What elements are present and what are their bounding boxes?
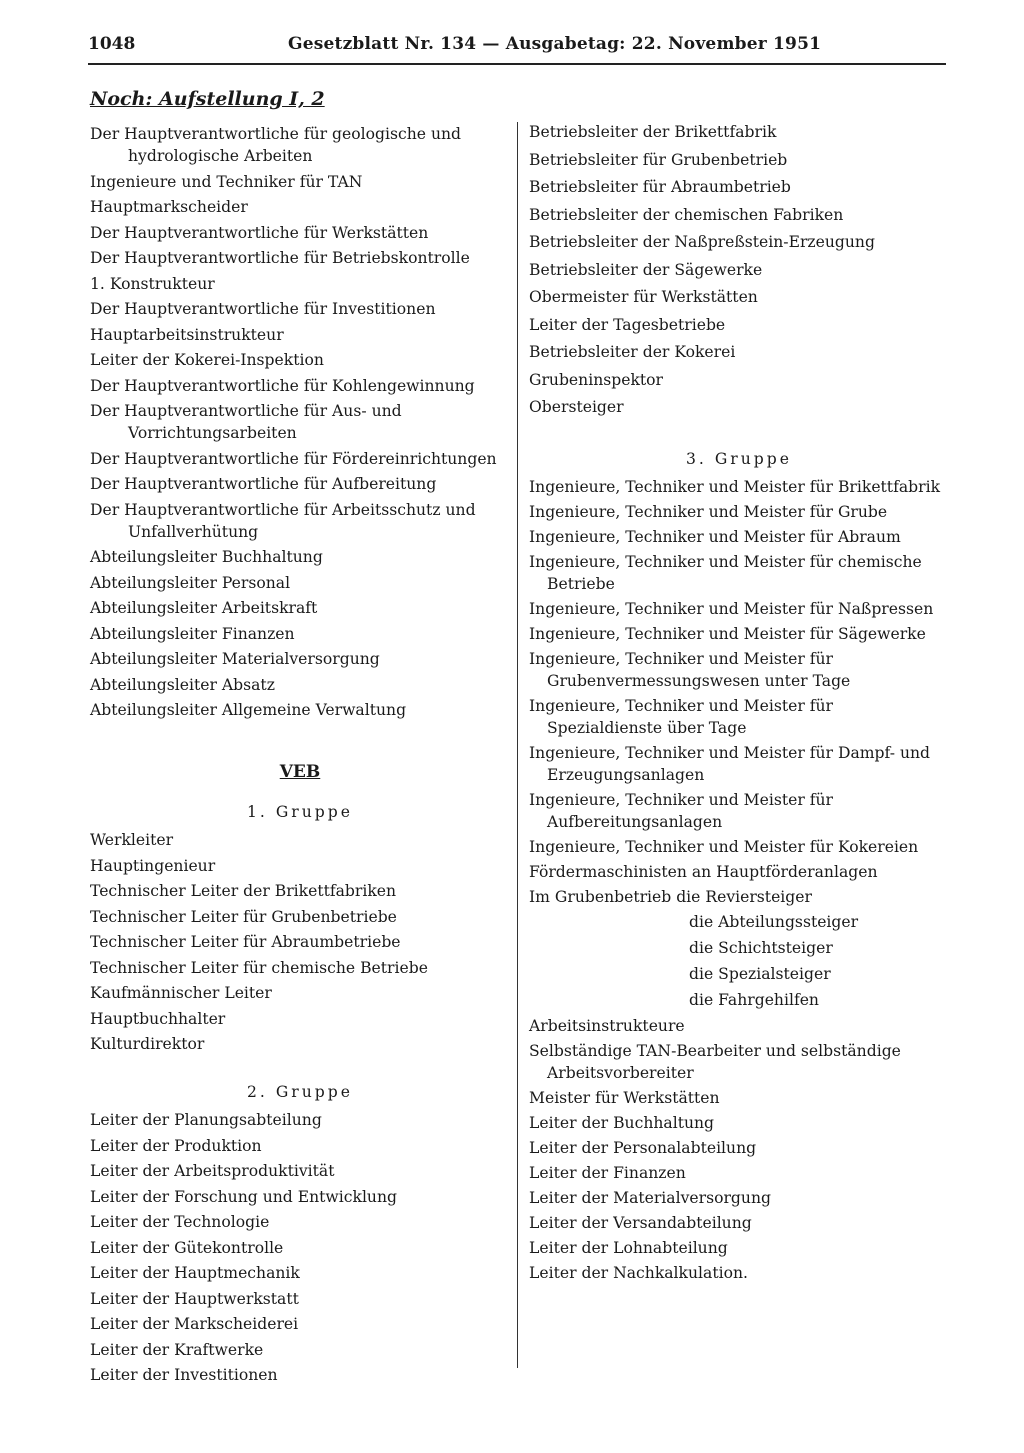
- indented-item: die Fahrgehilfen: [689, 991, 819, 1009]
- indented-item: die Schichtsteiger: [689, 939, 833, 957]
- list-item: Leiter der Tagesbetriebe: [529, 315, 726, 334]
- list-item: Der Hauptverantwortliche für Werkstätten: [90, 223, 429, 242]
- list-item: Der Hauptverantwortliche für Aus- und Vorrichtungsarbeiten: [90, 402, 402, 442]
- list-item: Leiter der Investitionen: [90, 1366, 278, 1384]
- indented-item: die Abteilungssteiger: [689, 913, 859, 931]
- list-item: Leiter der Versandabteilung: [529, 1214, 752, 1232]
- group-1-title: 1. Gruppe: [247, 803, 353, 821]
- list-item: Der Hauptverantwortliche für Investitionen: [90, 300, 436, 318]
- right-bottom-entries: [529, 1015, 949, 1284]
- list-item: Technischer Leiter für Abraumbetriebe: [90, 933, 401, 951]
- list-item: Werkleiter: [90, 831, 174, 849]
- list-item: Hauptmarkscheider: [90, 198, 248, 216]
- list-item: Ingenieure, Techniker und Meister für Sägewerke: [529, 625, 926, 643]
- list-item: Betriebsleiter der Sägewerke: [529, 260, 763, 279]
- list-item: Leiter der Gütekontrolle: [90, 1238, 284, 1257]
- list-item: Grubeninspektor: [529, 370, 664, 389]
- list-item: Hauptbuchhalter: [90, 1009, 226, 1028]
- list-item: Leiter der Forschung und Entwicklung: [90, 1187, 398, 1206]
- list-item: 1. Konstrukteur: [90, 274, 215, 293]
- list-item: Betriebsleiter der Brikettfabrik: [529, 123, 777, 141]
- list-item: Abteilungsleiter Absatz: [90, 675, 275, 694]
- list-item: Betriebsleiter der Kokerei: [529, 343, 736, 361]
- list-item: Leiter der Kokerei-Inspektion: [90, 351, 324, 369]
- list-item: Leiter der Finanzen: [529, 1164, 686, 1182]
- indented-item: die Spezialsteiger: [689, 965, 831, 983]
- list-item: Abteilungsleiter Arbeitskraft: [90, 599, 318, 617]
- list-item: Der Hauptverantwortliche für Fördereinrichtungen: [90, 449, 497, 468]
- group-2-title: 2. Gruppe: [247, 1083, 353, 1101]
- group-1-entries: [90, 829, 510, 1055]
- list-item: Leiter der Technologie: [90, 1213, 270, 1231]
- list-item: Ingenieure, Techniker und Meister für Abraum: [529, 528, 901, 546]
- list-item: Abteilungsleiter Materialversorgung: [90, 650, 380, 668]
- list-item: Der Hauptverantwortliche für Arbeitsschutz und Unfallverhütung: [90, 500, 476, 541]
- left-entries: [90, 123, 510, 721]
- list-item: Leiter der Lohnabteilung: [529, 1239, 728, 1257]
- list-item: Ingenieure, Techniker und Meister für Brikettfabrik: [529, 478, 941, 496]
- list-item: Betriebsleiter der chemischen Fabriken: [529, 205, 844, 224]
- list-item: Leiter der Personalabteilung: [529, 1139, 757, 1157]
- list-item: Ingenieure, Techniker und Meister für Naßpressen: [529, 600, 934, 618]
- list-item: Abteilungsleiter Personal: [90, 573, 291, 592]
- list-item: Ingenieure und Techniker für TAN: [90, 172, 363, 191]
- list-item: Technischer Leiter für chemische Betriebe: [90, 958, 428, 977]
- list-item: Technischer Leiter der Brikettfabriken: [90, 882, 397, 900]
- list-item: Der Hauptverantwortliche für Kohlengewinnung: [90, 376, 475, 395]
- continuation-heading: Noch: Aufstellung I, 2: [90, 88, 325, 110]
- veb-title: VEB: [279, 762, 321, 782]
- list-item: Selbständige TAN-Bearbeiter und selbständige Arbeitsvorbereiter: [529, 1042, 901, 1082]
- list-item: Betriebsleiter für Abraumbetrieb: [529, 178, 791, 196]
- list-item: Leiter der Markscheiderei: [90, 1315, 299, 1333]
- list-item: Leiter der Hauptmechanik: [90, 1264, 300, 1282]
- list-item: Leiter der Produktion: [90, 1136, 262, 1155]
- group-3-title: 3. Gruppe: [686, 450, 792, 468]
- right-top-entries: [529, 121, 949, 418]
- group-3-entries: [529, 476, 949, 908]
- list-item: Ingenieure, Techniker und Meister für Grubenvermessungswesen unter Tage: [529, 650, 851, 690]
- list-item: Ingenieure, Techniker und Meister für Grube: [529, 503, 888, 521]
- list-item: Ingenieure, Techniker und Meister für Aufbereitungsanlagen: [529, 791, 834, 831]
- list-item: Kulturdirektor: [90, 1035, 205, 1053]
- list-item: Obermeister für Werkstätten: [529, 288, 758, 306]
- list-item: Leiter der Buchhaltung: [529, 1114, 715, 1132]
- list-item: Technischer Leiter für Grubenbetriebe: [90, 907, 397, 926]
- list-item: Leiter der Materialversorgung: [529, 1189, 771, 1207]
- list-item: Der Hauptverantwortliche für Betriebskontrolle: [90, 249, 470, 267]
- list-item: Abteilungsleiter Finanzen: [90, 624, 295, 643]
- list-item: Ingenieure, Techniker und Meister für Dampf- und Erzeugungsanlagen: [529, 744, 931, 784]
- header-rule: [88, 63, 946, 65]
- page-header: [88, 34, 946, 64]
- list-item: Im Grubenbetrieb die Reviersteiger: [529, 888, 812, 906]
- running-head: Gesetzblatt Nr. 134 — Ausgabetag: 22. November 1951: [288, 34, 822, 54]
- list-item: Leiter der Kraftwerke: [90, 1340, 264, 1359]
- list-item: Leiter der Hauptwerkstatt: [90, 1289, 299, 1308]
- list-item: Der Hauptverantwortliche für geologische und hydrologische Arbeiten: [90, 125, 462, 165]
- list-item: Betriebsleiter der Naßpreßstein-Erzeugung: [529, 233, 875, 251]
- list-item: Hauptarbeitsinstrukteur: [90, 325, 284, 344]
- list-item: Fördermaschinisten an Hauptförderanlagen: [529, 863, 878, 881]
- group-2-entries: [90, 1109, 510, 1386]
- list-item: Leiter der Planungsabteilung: [90, 1111, 322, 1129]
- list-item: Obersteiger: [529, 398, 624, 416]
- list-item: Abteilungsleiter Allgemeine Verwaltung: [90, 701, 407, 719]
- list-item: Ingenieure, Techniker und Meister für Kokereien: [529, 838, 919, 856]
- list-item: Leiter der Arbeitsproduktivität: [90, 1162, 335, 1180]
- list-item: Ingenieure, Techniker und Meister für chemische Betriebe: [529, 553, 922, 593]
- list-item: Ingenieure, Techniker und Meister für Spezialdienste über Tage: [529, 697, 834, 737]
- left-column: [90, 123, 510, 1390]
- list-item: Kaufmännischer Leiter: [90, 984, 272, 1002]
- list-item: Hauptingenieur: [90, 856, 216, 875]
- list-item: Betriebsleiter für Grubenbetrieb: [529, 150, 788, 169]
- right-column: [529, 121, 949, 1287]
- list-item: Der Hauptverantwortliche für Aufbereitung: [90, 475, 437, 493]
- list-item: Leiter der Nachkalkulation.: [529, 1264, 748, 1282]
- page-number: 1048: [88, 34, 136, 54]
- list-item: Abteilungsleiter Buchhaltung: [90, 548, 323, 566]
- list-item: Arbeitsinstrukteure: [529, 1017, 685, 1035]
- column-divider: [517, 122, 518, 1368]
- list-item: Meister für Werkstätten: [529, 1089, 720, 1107]
- grubenbetrieb-subentries: [529, 911, 949, 1011]
